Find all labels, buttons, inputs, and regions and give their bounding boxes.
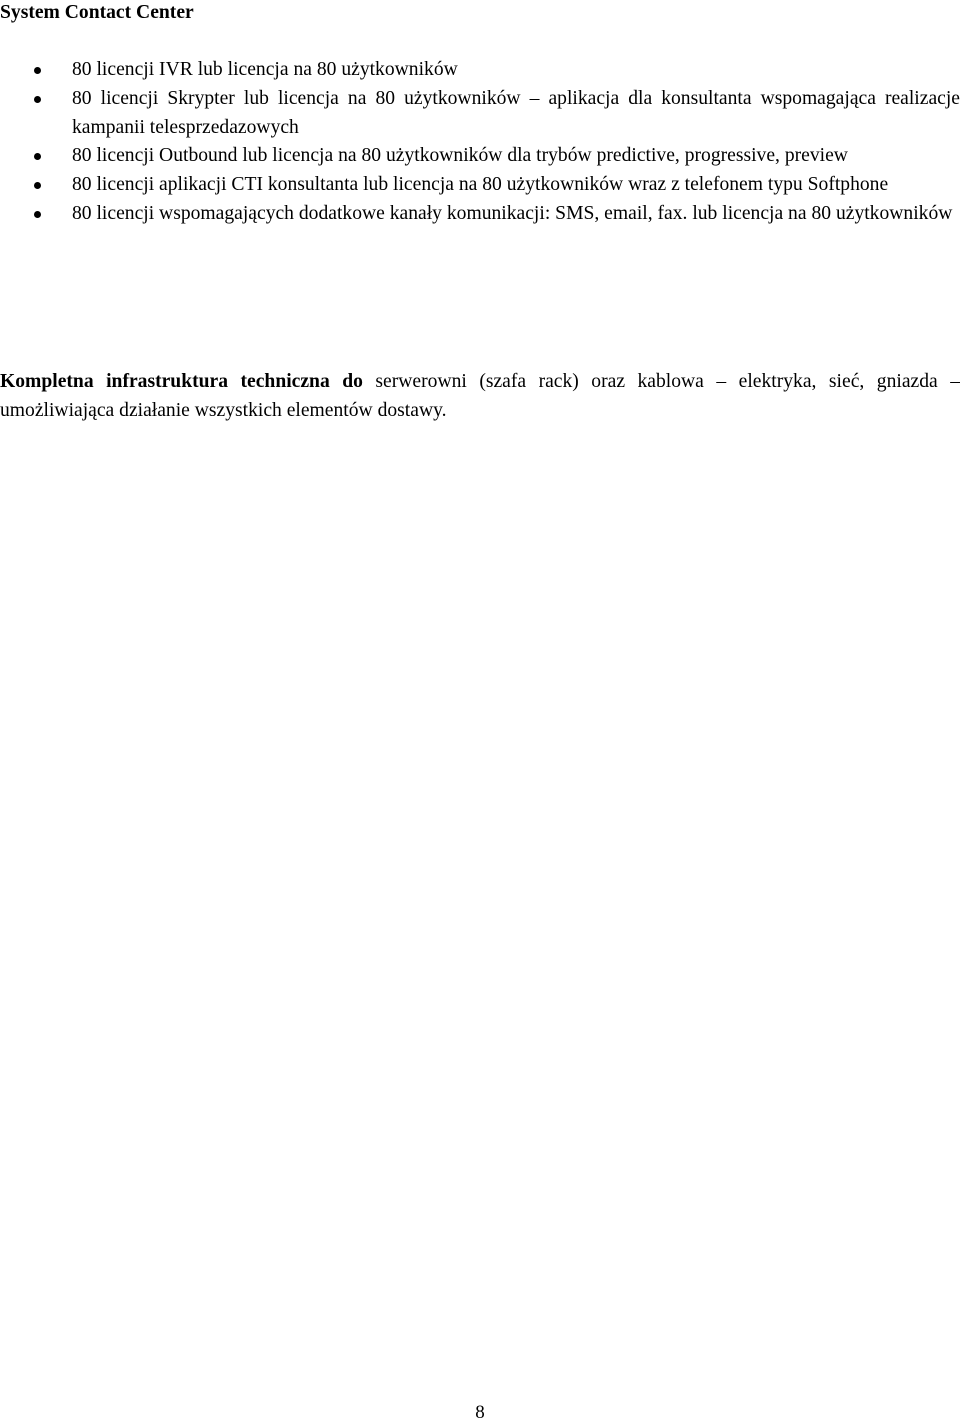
bullet-icon	[34, 96, 41, 103]
bullet-icon	[34, 67, 41, 74]
license-list	[0, 56, 960, 229]
bullet-icon	[34, 211, 41, 218]
list-item	[0, 56, 960, 85]
list-item-text: 80 licencji IVR lub licencja na 80 użytkowników	[72, 59, 458, 80]
section-heading: System Contact Center	[0, 2, 194, 23]
list-item	[0, 171, 960, 200]
list-item	[0, 200, 960, 229]
paragraph-bold-lead: Kompletna infrastruktura techniczna do	[0, 371, 363, 392]
bullet-icon	[34, 153, 41, 160]
paragraph-text: serwerowni (szafa rack) oraz kablowa – elektryka, sieć, gniazda – umożliwiająca działanie wszystkich elementów dostawy.	[0, 371, 960, 421]
infrastructure-paragraph	[0, 367, 960, 425]
list-item-text: 80 licencji Skrypter lub licencja na 80 użytkowników – aplikacja dla konsultanta wspomagająca realizacje kampanii telesprzedazowych	[72, 87, 960, 138]
bullet-icon	[34, 182, 41, 189]
page-number: 8	[475, 1402, 485, 1423]
list-item-text: 80 licencji wspomagających dodatkowe kanały komunikacji: SMS, email, fax. lub licencja na 80 użytkowników	[72, 202, 953, 224]
list-item-text: 80 licencji Outbound lub licencja na 80 użytkowników dla trybów predictive, progressive, preview	[72, 145, 848, 167]
list-item-text: 80 licencji aplikacji CTI konsultanta lub licencja na 80 użytkowników wraz z telefonem typu Softphone	[72, 174, 889, 196]
list-item	[0, 85, 960, 143]
list-item	[0, 142, 960, 171]
